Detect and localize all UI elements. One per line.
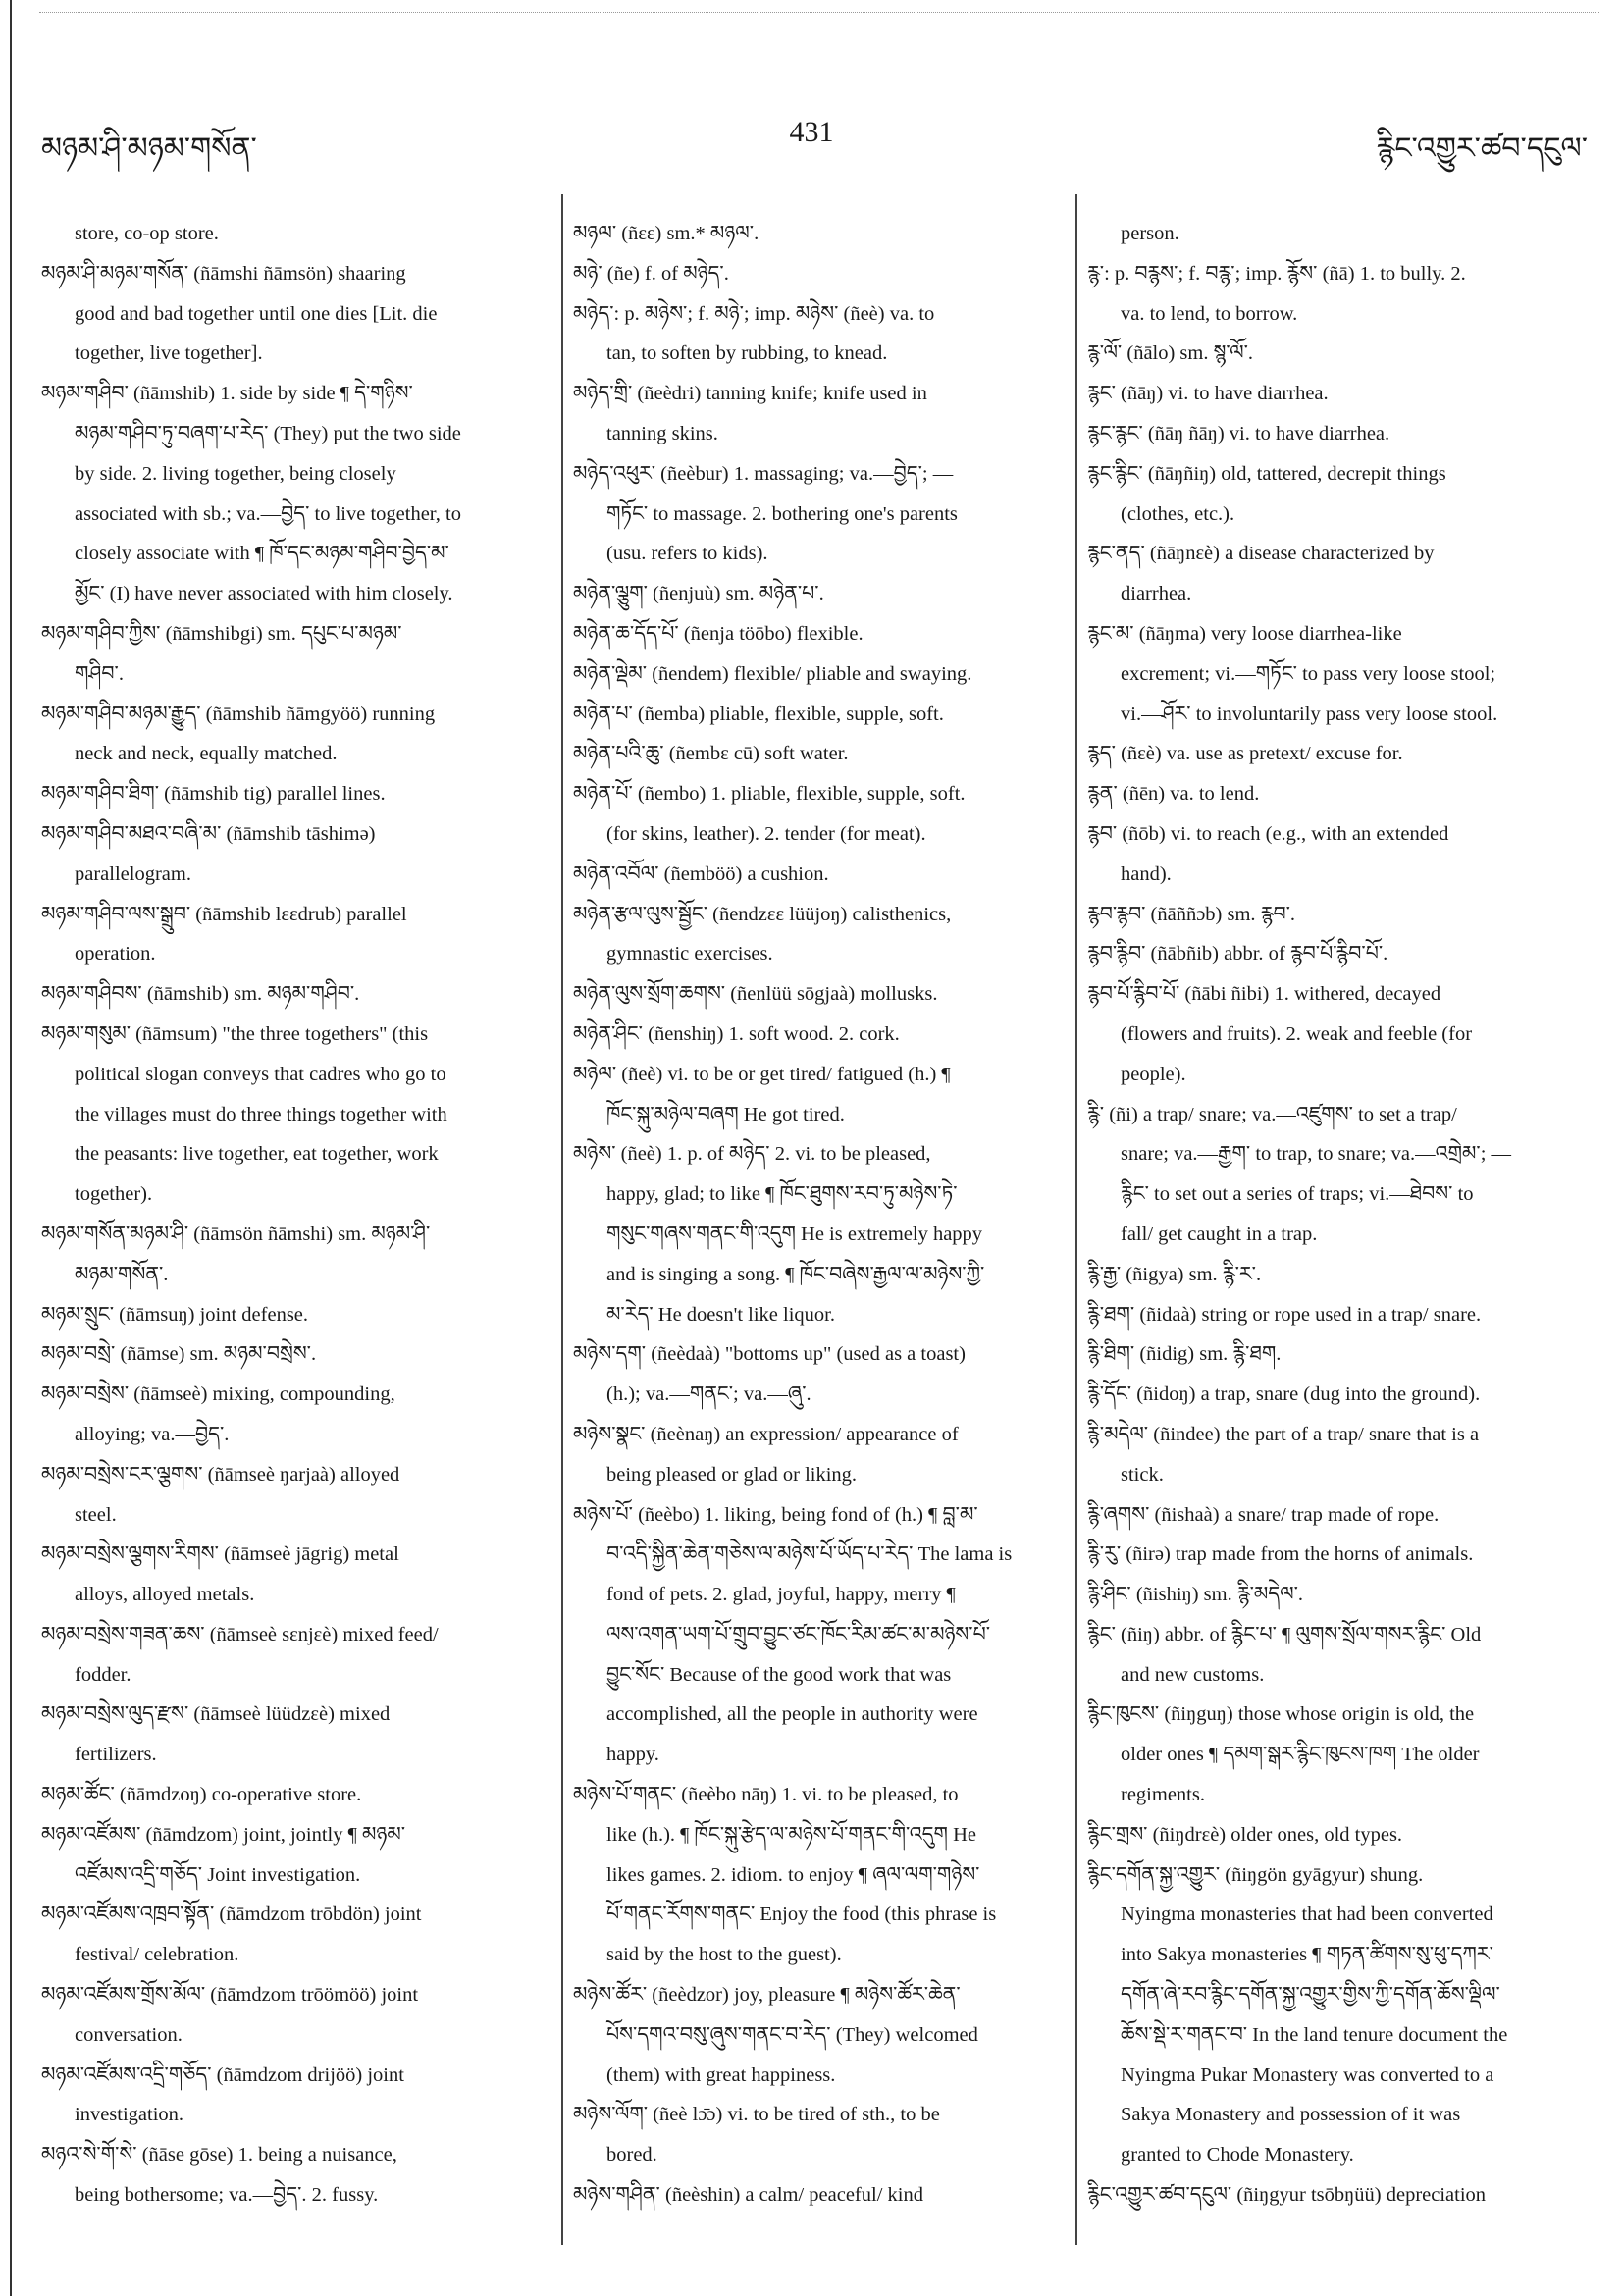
entry-headword-line: མཉེས་ཚོར་ (ñeèdzor) joy, pleasure ¶ མཉེས་ཚོར་ཆེན་	[573, 1984, 961, 2007]
entry-headword-line: མཉེན་རྩལ་ལུས་སྦྱོང་ (ñendzɛɛ lüüjoŋ) calisthenics,	[573, 903, 952, 925]
entry-headword-line: མཉམ་བསྲེས་གཟན་ཆས་ (ñāmseè sɛnjɛè) mixed feed/	[41, 1623, 439, 1645]
entry-continuation-line: people).	[1121, 1063, 1186, 1085]
entry-headword-line: མཉམ་གཤིབ་མཐའ་བཞི་མ་ (ñāmshib tāshimə)	[41, 822, 376, 845]
entry-headword-line: མཉམ་གཤིབ་ (ñāmshib) 1. side by side ¶ དེ་གཉིས་	[41, 383, 413, 405]
entry-continuation-line: (h.); va.—གནང་; va.—ཞུ་.	[606, 1383, 812, 1406]
entry-continuation-line: being bothersome; va.—བྱེད་. 2. fussy.	[75, 2184, 379, 2207]
entry-continuation-line: དགོན་ཞེ་རབ་རྙིང་དགོན་སྐྱ་འགྱུར་གྱིས་ཀྱི་དགོན་ཆོས་ལྡིལ་	[1121, 1984, 1500, 2007]
entry-continuation-line: into Sakya monasteries ¶ གཏན་ཚིགས་སུ་ཕུ་དཀར་	[1121, 1944, 1493, 1966]
entry-continuation-line: ཆོས་སྡེ་ར་གནང་བ་ In the land tenure document the	[1121, 2023, 1508, 2046]
entry-headword-line: རྙི་ཐག་ (ñidaà) string or rope used in a trap/ snare.	[1087, 1303, 1482, 1326]
entry-continuation-line: store, co-op store.	[75, 223, 219, 244]
entry-continuation-line: ལས་འགན་ཡག་པོ་གྲུབ་བྱུང་ཙང་ཁོང་རིམ་ཚང་མ་མཉེས་པོ་	[606, 1623, 991, 1645]
entry-headword-line: རྙི་ཐིག་ (ñidig) sm. རྙི་ཐག.	[1087, 1343, 1282, 1366]
entry-continuation-line: གསུང་གཞས་གནང་གི་འདུག He is extremely happy	[606, 1223, 983, 1245]
running-head-right: རྙིང་འགྱུར་ཚབ་དངུལ་	[1376, 132, 1588, 165]
entry-continuation-line: like (h.). ¶ ཁོང་སྐུ་རྩེད་ལ་མཉེས་པོ་གནང་གི་འདུག He	[606, 1823, 976, 1846]
entry-headword-line: མཉེས་ལོག་ (ñeè lɔ̄ɔ) vi. to be tired of sth., to be	[573, 2104, 940, 2126]
entry-continuation-line: good and bad together until one dies [Lit. die	[75, 302, 438, 325]
entry-continuation-line: snare; va.—རྒྱག་ to trap, to snare; va.—འགྲེམ་; —	[1121, 1143, 1512, 1166]
page-number: 431	[789, 116, 834, 148]
entry-headword-line: མཉམ་བསྲེས་ངར་ལྕགས་ (ñāmseè ŋarjaà) alloyed	[41, 1463, 400, 1486]
entry-continuation-line: political slogan conveys that cadres who go to	[75, 1063, 446, 1085]
entry-continuation-line: investigation.	[75, 2104, 184, 2126]
entry-headword-line: མཉམ་གཤིབ་ཐིག་ (ñāmshib tig) parallel lines.	[41, 783, 386, 806]
entry-headword-line: མཉེན་པོ་ (ñembo) 1. pliable, flexible, supple, soft.	[573, 783, 966, 806]
entry-continuation-line: གཤིབ་.	[75, 662, 124, 685]
entry-continuation-line: diarrhea.	[1121, 583, 1192, 605]
entry-continuation-line: steel.	[75, 1503, 117, 1526]
entry-continuation-line: bored.	[606, 2144, 657, 2166]
entry-continuation-line: gymnastic exercises.	[606, 943, 773, 965]
entry-headword-line: རྙིང་ཁུངས་ (ñiŋguŋ) those whose origin is old, the	[1087, 1703, 1475, 1726]
entry-continuation-line: said by the host to the guest).	[606, 1944, 842, 1966]
entry-headword-line: མཉེས་གཤིན་ (ñeèshin) a calm/ peaceful/ kind	[573, 2184, 923, 2207]
entry-continuation-line: regiments.	[1121, 1784, 1205, 1806]
entry-continuation-line: (for skins, leather). 2. tender (for meat).	[606, 822, 926, 845]
entry-headword-line: མཉེན་ལུས་སྲོག་ཆགས་ (ñenlüü sōgjaà) mollusks.	[573, 983, 938, 1006]
entry-headword-line: མཉམ་གཤིབ་མཉམ་རྒྱུད་ (ñāmshib ñāmgyöö) running	[41, 703, 436, 725]
entry-headword-line: མཉམ་འཛོམས་འདྲི་གཅོད་ (ñāmdzom drijöö) joint	[41, 2063, 404, 2086]
entry-continuation-line: the villages must do three things together with	[75, 1103, 447, 1125]
entry-headword-line: མཉེན་ཤིང་ (ñenshiŋ) 1. soft wood. 2. cork.	[573, 1022, 900, 1045]
entry-continuation-line: accomplished, all the people in authority were	[606, 1703, 978, 1726]
entry-headword-line: མཉེན་ཆ་དོད་པོ་ (ñenja töōbo) flexible.	[573, 622, 864, 645]
entry-continuation-line: པོ་གནང་རོགས་གནང་ Enjoy the food (this phrase is	[606, 1904, 997, 1926]
entry-continuation-line: happy, glad; to like ¶ ཁོང་ཐུགས་རབ་ཏུ་མཉེས་ཏེ་	[606, 1183, 958, 1206]
entry-headword-line: རྙི་ཤིང་ (ñishiŋ) sm. རྙི་མདེལ་.	[1087, 1584, 1304, 1606]
entry-headword-line: མཉེན་འབོལ་ (ñemböö) a cushion.	[573, 862, 829, 885]
entry-continuation-line: གཏོང་ to massage. 2. bothering one's parents	[606, 502, 958, 525]
entry-continuation-line: འཛོམས་འདྲི་གཅོད་ Joint investigation.	[75, 1863, 361, 1886]
entry-continuation-line: older ones ¶ དམག་སྒར་རྙིང་ཁུངས་ཁག The older	[1121, 1744, 1480, 1766]
entry-headword-line: རྙང་ནད་ (ñāŋnɛè) a disease characterized by	[1087, 543, 1435, 565]
entry-continuation-line: tanning skins.	[606, 422, 718, 444]
entry-headword-line: མཉེས་ (ñeè) 1. p. of མཉེད་ 2. vi. to be pleased,	[573, 1143, 931, 1166]
page-left-edge	[10, 0, 12, 2296]
entry-continuation-line: མ་རེད་ He doesn't like liquor.	[606, 1303, 835, 1326]
entry-continuation-line: festival/ celebration.	[75, 1944, 239, 1966]
entry-continuation-line: (flowers and fruits). 2. weak and feeble (for	[1121, 1022, 1473, 1045]
entry-continuation-line: མཉམ་གཤིབ་ཏུ་བཞག་པ་རེད་ (They) put the two side	[75, 422, 461, 444]
entry-headword-line: མཉམ་གསུམ་ (ñāmsum) "the three togethers" (this	[41, 1022, 429, 1045]
entry-continuation-line: person.	[1121, 223, 1179, 244]
entry-headword-line: མཉམ་གཤིབས་ (ñāmshib) sm. མཉམ་གཤིབ་.	[41, 983, 360, 1006]
entry-continuation-line: by side. 2. living together, being closely	[75, 462, 396, 485]
entry-headword-line: རྙིང་གྲས་ (ñiŋdrɛè) older ones, old types.	[1087, 1823, 1403, 1846]
column-rule-2	[1075, 194, 1077, 2245]
entry-headword-line: མཉེལ་ (ñeè) vi. to be or get tired/ fatigued (h.) ¶	[573, 1063, 951, 1085]
entry-continuation-line: པོས་དགའ་བསུ་ཞུས་གནང་བ་རེད་ (They) welcomed	[606, 2023, 978, 2046]
entry-headword-line: རྙི་དོང་ (ñidoŋ) a trap, snare (dug into the ground).	[1087, 1383, 1481, 1406]
entry-continuation-line: together, live together].	[75, 342, 263, 365]
entry-headword-line: མཉེད་འཕུར་ (ñeèbur) 1. massaging; va.—བྱེད་; —	[573, 462, 954, 485]
column-rule-1	[561, 194, 563, 2245]
entry-headword-line: རྙི་རུ་ (ñirə) trap made from the horns of animals.	[1087, 1543, 1474, 1566]
entry-headword-line: རྙིང་དགོན་སྐྱ་འགྱུར་ (ñiŋgön gyāgyur) shung.	[1087, 1863, 1424, 1886]
column-1	[41, 214, 551, 2216]
entry-headword-line: མཉེད་གྲི་ (ñeèdri) tanning knife; knife used in	[573, 383, 927, 405]
entry-continuation-line: fall/ get caught in a trap.	[1121, 1223, 1318, 1245]
entry-continuation-line: fertilizers.	[75, 1744, 157, 1766]
column-2	[573, 214, 1064, 2216]
entry-headword-line: མཉེན་ལྡེམ་ (ñendem) flexible/ pliable and swaying.	[573, 662, 972, 685]
entry-headword-line: རྙབ་རྙིབ་ (ñābñib) abbr. of རྙབ་པོ་རྙིབ་པོ་.	[1087, 943, 1388, 965]
entry-headword-line: རྙད་ (ñɛè) va. use as pretext/ excuse for.	[1087, 743, 1403, 765]
entry-continuation-line: ཁོང་སྐུ་མཉེལ་བཞག He got tired.	[606, 1103, 845, 1125]
entry-continuation-line: Nyingma monasteries that had been converted	[1121, 1904, 1493, 1926]
entry-headword-line: མཉེས་དག་ (ñeèdaà) "bottoms up" (used as a toast)	[573, 1343, 966, 1366]
entry-headword-line: མཉེས་སྣང་ (ñeènaŋ) an expression/ appearance of	[573, 1423, 959, 1445]
entry-headword-line: མཉལ་ (ñɛɛ) sm.* མཉལ་.	[573, 223, 759, 244]
entry-continuation-line: (them) with great happiness.	[606, 2063, 836, 2086]
entry-headword-line: མཉམ་ཤི་མཉམ་གསོན་ (ñāmshi ñāmsön) shaaring	[41, 262, 406, 285]
entry-continuation-line: Nyingma Pukar Monastery was converted to a	[1121, 2063, 1494, 2086]
entry-continuation-line: granted to Chode Monastery.	[1121, 2144, 1354, 2166]
entry-headword-line: མཉམ་བསྲེ་ (ñāmse) sm. མཉམ་བསྲེས་.	[41, 1343, 317, 1366]
entry-headword-line: མཉེ་ (ñe) f. of མཉེད་.	[573, 262, 729, 285]
entry-headword-line: མཉམ་གསོན་མཉམ་ཤི་ (ñāmsön ñāmshi) sm. མཉམ་ཤི་	[41, 1223, 431, 1245]
entry-continuation-line: and is singing a song. ¶ ཁོང་བཞེས་རྒྱལ་ལ་མཉེས་ཀྱི་	[606, 1263, 985, 1285]
entry-headword-line: མཉེད་: p. མཉེས་; f. མཉེ་; imp. མཉེས་ (ñeè) va. to	[573, 302, 935, 325]
entry-continuation-line: associated with sb.; va.—བྱེད་ to live together, to	[75, 502, 462, 525]
entry-headword-line: རྙིང་འགྱུར་ཚབ་དངུལ་ (ñiŋgyur tsōbŋüü) depreciation	[1087, 2184, 1487, 2207]
entry-continuation-line: (clothes, etc.).	[1121, 502, 1235, 525]
entry-continuation-line: fodder.	[75, 1663, 131, 1686]
column-3	[1087, 214, 1601, 2216]
entry-continuation-line: vi.—ཤོར་ to involuntarily pass very loose stool.	[1121, 703, 1498, 725]
entry-headword-line: མཉམ་བསྲེས་ལྕགས་རིགས་ (ñāmseè jāgrig) metal	[41, 1543, 399, 1566]
entry-headword-line: མཉམ་བསྲེས་ (ñāmseè) mixing, compounding,	[41, 1383, 395, 1406]
entry-continuation-line: fond of pets. 2. glad, joyful, happy, merry ¶	[606, 1584, 956, 1606]
entry-headword-line: རྙང་རྙིང་ (ñāŋñiŋ) old, tattered, decrepit things	[1087, 462, 1446, 485]
entry-headword-line: རྙང་ (ñāŋ) vi. to have diarrhea.	[1087, 383, 1329, 405]
entry-continuation-line: མཉམ་གསོན་.	[75, 1263, 169, 1285]
entry-headword-line: མཉམ་སྲུང་ (ñāmsuŋ) joint defense.	[41, 1303, 309, 1326]
entry-continuation-line: operation.	[75, 943, 156, 965]
entry-continuation-line: happy.	[606, 1744, 659, 1766]
entry-continuation-line: alloying; va.—བྱེད་.	[75, 1423, 230, 1445]
entry-headword-line: རྙི་མདེལ་ (ñindee) the part of a trap/ snare that is a	[1087, 1423, 1480, 1445]
entry-headword-line: མཉམ་བསྲེས་ལུད་རྫས་ (ñāmseè lüüdzɛè) mixed	[41, 1703, 391, 1726]
entry-continuation-line: likes games. 2. idiom. to enjoy ¶ ཞལ་ལག་གཉེས་	[606, 1863, 980, 1886]
entry-headword-line: རྙང་མ་ (ñāŋma) very loose diarrhea-like	[1087, 622, 1402, 645]
entry-headword-line: མཉམ་ཚོང་ (ñāmdzoŋ) co-operative store.	[41, 1784, 362, 1806]
entry-headword-line: རྙབ་རྙབ་ (ñāññɔb) sm. རྙབ་.	[1087, 903, 1296, 925]
entry-headword-line: མཉེན་པའི་ཆུ་ (ñembɛ cū) soft water.	[573, 743, 849, 765]
entry-headword-line: རྙིང་ (ñiŋ) abbr. of རྙིང་པ་ ¶ ལུགས་སྲོལ་གསར་རྙིང་ Old	[1087, 1623, 1482, 1645]
entry-continuation-line: Sakya Monastery and possession of it was	[1121, 2104, 1461, 2126]
entry-continuation-line: closely associate with ¶ ཁོ་དང་མཉམ་གཤིབ་བྱེད་མ་	[75, 543, 449, 565]
entry-continuation-line: stick.	[1121, 1463, 1164, 1486]
entry-headword-line: རྙི་ཞགས་ (ñishaà) a snare/ trap made of rope.	[1087, 1503, 1440, 1526]
entry-continuation-line: hand).	[1121, 862, 1172, 885]
entry-continuation-line: རྙིང་ to set out a series of traps; vi.—ཐེབས་ to	[1121, 1183, 1474, 1206]
entry-continuation-line: conversation.	[75, 2023, 183, 2046]
entry-headword-line: རྙི་ (ñi) a trap/ snare; va.—འཛུགས་ to set a trap/	[1087, 1103, 1457, 1125]
entry-headword-line: མཉམ་གཤིབ་ཀྱིས་ (ñāmshibgi) sm. དཔུང་པ་མཉམ་	[41, 622, 402, 645]
entry-continuation-line: va. to lend, to borrow.	[1121, 302, 1298, 325]
entry-headword-line: རྙབ་ (ñōb) vi. to reach (e.g., with an extended	[1087, 822, 1449, 845]
entry-headword-line: མཉེས་པོ་གནང་ (ñeèbo nāŋ) 1. vi. to be pleased, to	[573, 1784, 959, 1806]
top-scan-border	[39, 12, 1599, 13]
entry-continuation-line: the peasants: live together, eat together, work	[75, 1143, 439, 1166]
entry-headword-line: མཉམ་འཛོམས་ (ñāmdzom) joint, jointly ¶ མཉམ་	[41, 1823, 406, 1846]
entry-continuation-line: excrement; vi.—གཏོང་ to pass very loose stool;	[1121, 662, 1496, 685]
entry-continuation-line: and new customs.	[1121, 1663, 1265, 1686]
entry-continuation-line: alloys, alloyed metals.	[75, 1584, 255, 1606]
entry-headword-line: རྙན་ (ñēn) va. to lend.	[1087, 783, 1260, 806]
entry-continuation-line: (usu. refers to kids).	[606, 543, 768, 565]
entry-continuation-line: being pleased or glad or liking.	[606, 1463, 858, 1486]
entry-continuation-line: tan, to soften by rubbing, to knead.	[606, 342, 888, 365]
entry-headword-line: རྙང་རྙང་ (ñāŋ ñāŋ) vi. to have diarrhea.	[1087, 422, 1390, 444]
entry-headword-line: རྙི་རྒྱ་ (ñigya) sm. རྙི་ར་.	[1087, 1263, 1262, 1285]
entry-continuation-line: parallelogram.	[75, 862, 191, 885]
entry-headword-line: མཉམ་གཤིབ་ལས་སྒྲུབ་ (ñāmshib lɛɛdrub) parallel	[41, 903, 407, 925]
entry-headword-line: མཉའ་སེ་གོ་སེ་ (ñāse gōse) 1. being a nuisance,	[41, 2144, 397, 2166]
entry-headword-line: མཉམ་འཛོམས་འཁྲབ་སྟོན་ (ñāmdzom trōbdön) joint	[41, 1904, 422, 1926]
entry-continuation-line: together).	[75, 1183, 153, 1206]
entry-continuation-line: neck and neck, equally matched.	[75, 743, 338, 765]
entry-headword-line: མཉམ་འཛོམས་གྲོས་མོལ་ (ñāmdzom trōömöö) joint	[41, 1984, 419, 2007]
entry-headword-line: རྙ་ལོ་ (ñālo) sm. སྙ་ལོ་.	[1087, 342, 1254, 365]
entry-headword-line: རྙབ་པོ་རྙིབ་པོ་ (ñābi ñibi) 1. withered, decayed	[1087, 983, 1441, 1006]
entry-headword-line: མཉེན་ལྕུག་ (ñenjuù) sm. མཉེན་པ་.	[573, 583, 824, 605]
entry-continuation-line: མྱོང་ (I) have never associated with him closely.	[75, 583, 453, 605]
entry-headword-line: མཉེན་པ་ (ñemba) pliable, flexible, supple, soft.	[573, 703, 944, 725]
entry-headword-line: མཉེས་པོ་ (ñeèbo) 1. liking, being fond of (h.) ¶ བླ་མ་	[573, 1503, 978, 1526]
running-head-left: མཉམ་ཤི་མཉམ་གསོན་	[41, 132, 257, 165]
entry-continuation-line: བ་འདི་སྐྱིན་ཆེན་གཅེས་ལ་མཉེས་པོ་ཡོད་པ་རེད་ The lama is	[606, 1543, 1013, 1566]
entry-headword-line: རྙ་: p. བརྙས་; f. བརྙ་; imp. རྙོས་ (ñā) 1. to bully. 2.	[1087, 262, 1466, 285]
entry-continuation-line: བྱུང་སོང་ Because of the good work that was	[606, 1663, 952, 1686]
